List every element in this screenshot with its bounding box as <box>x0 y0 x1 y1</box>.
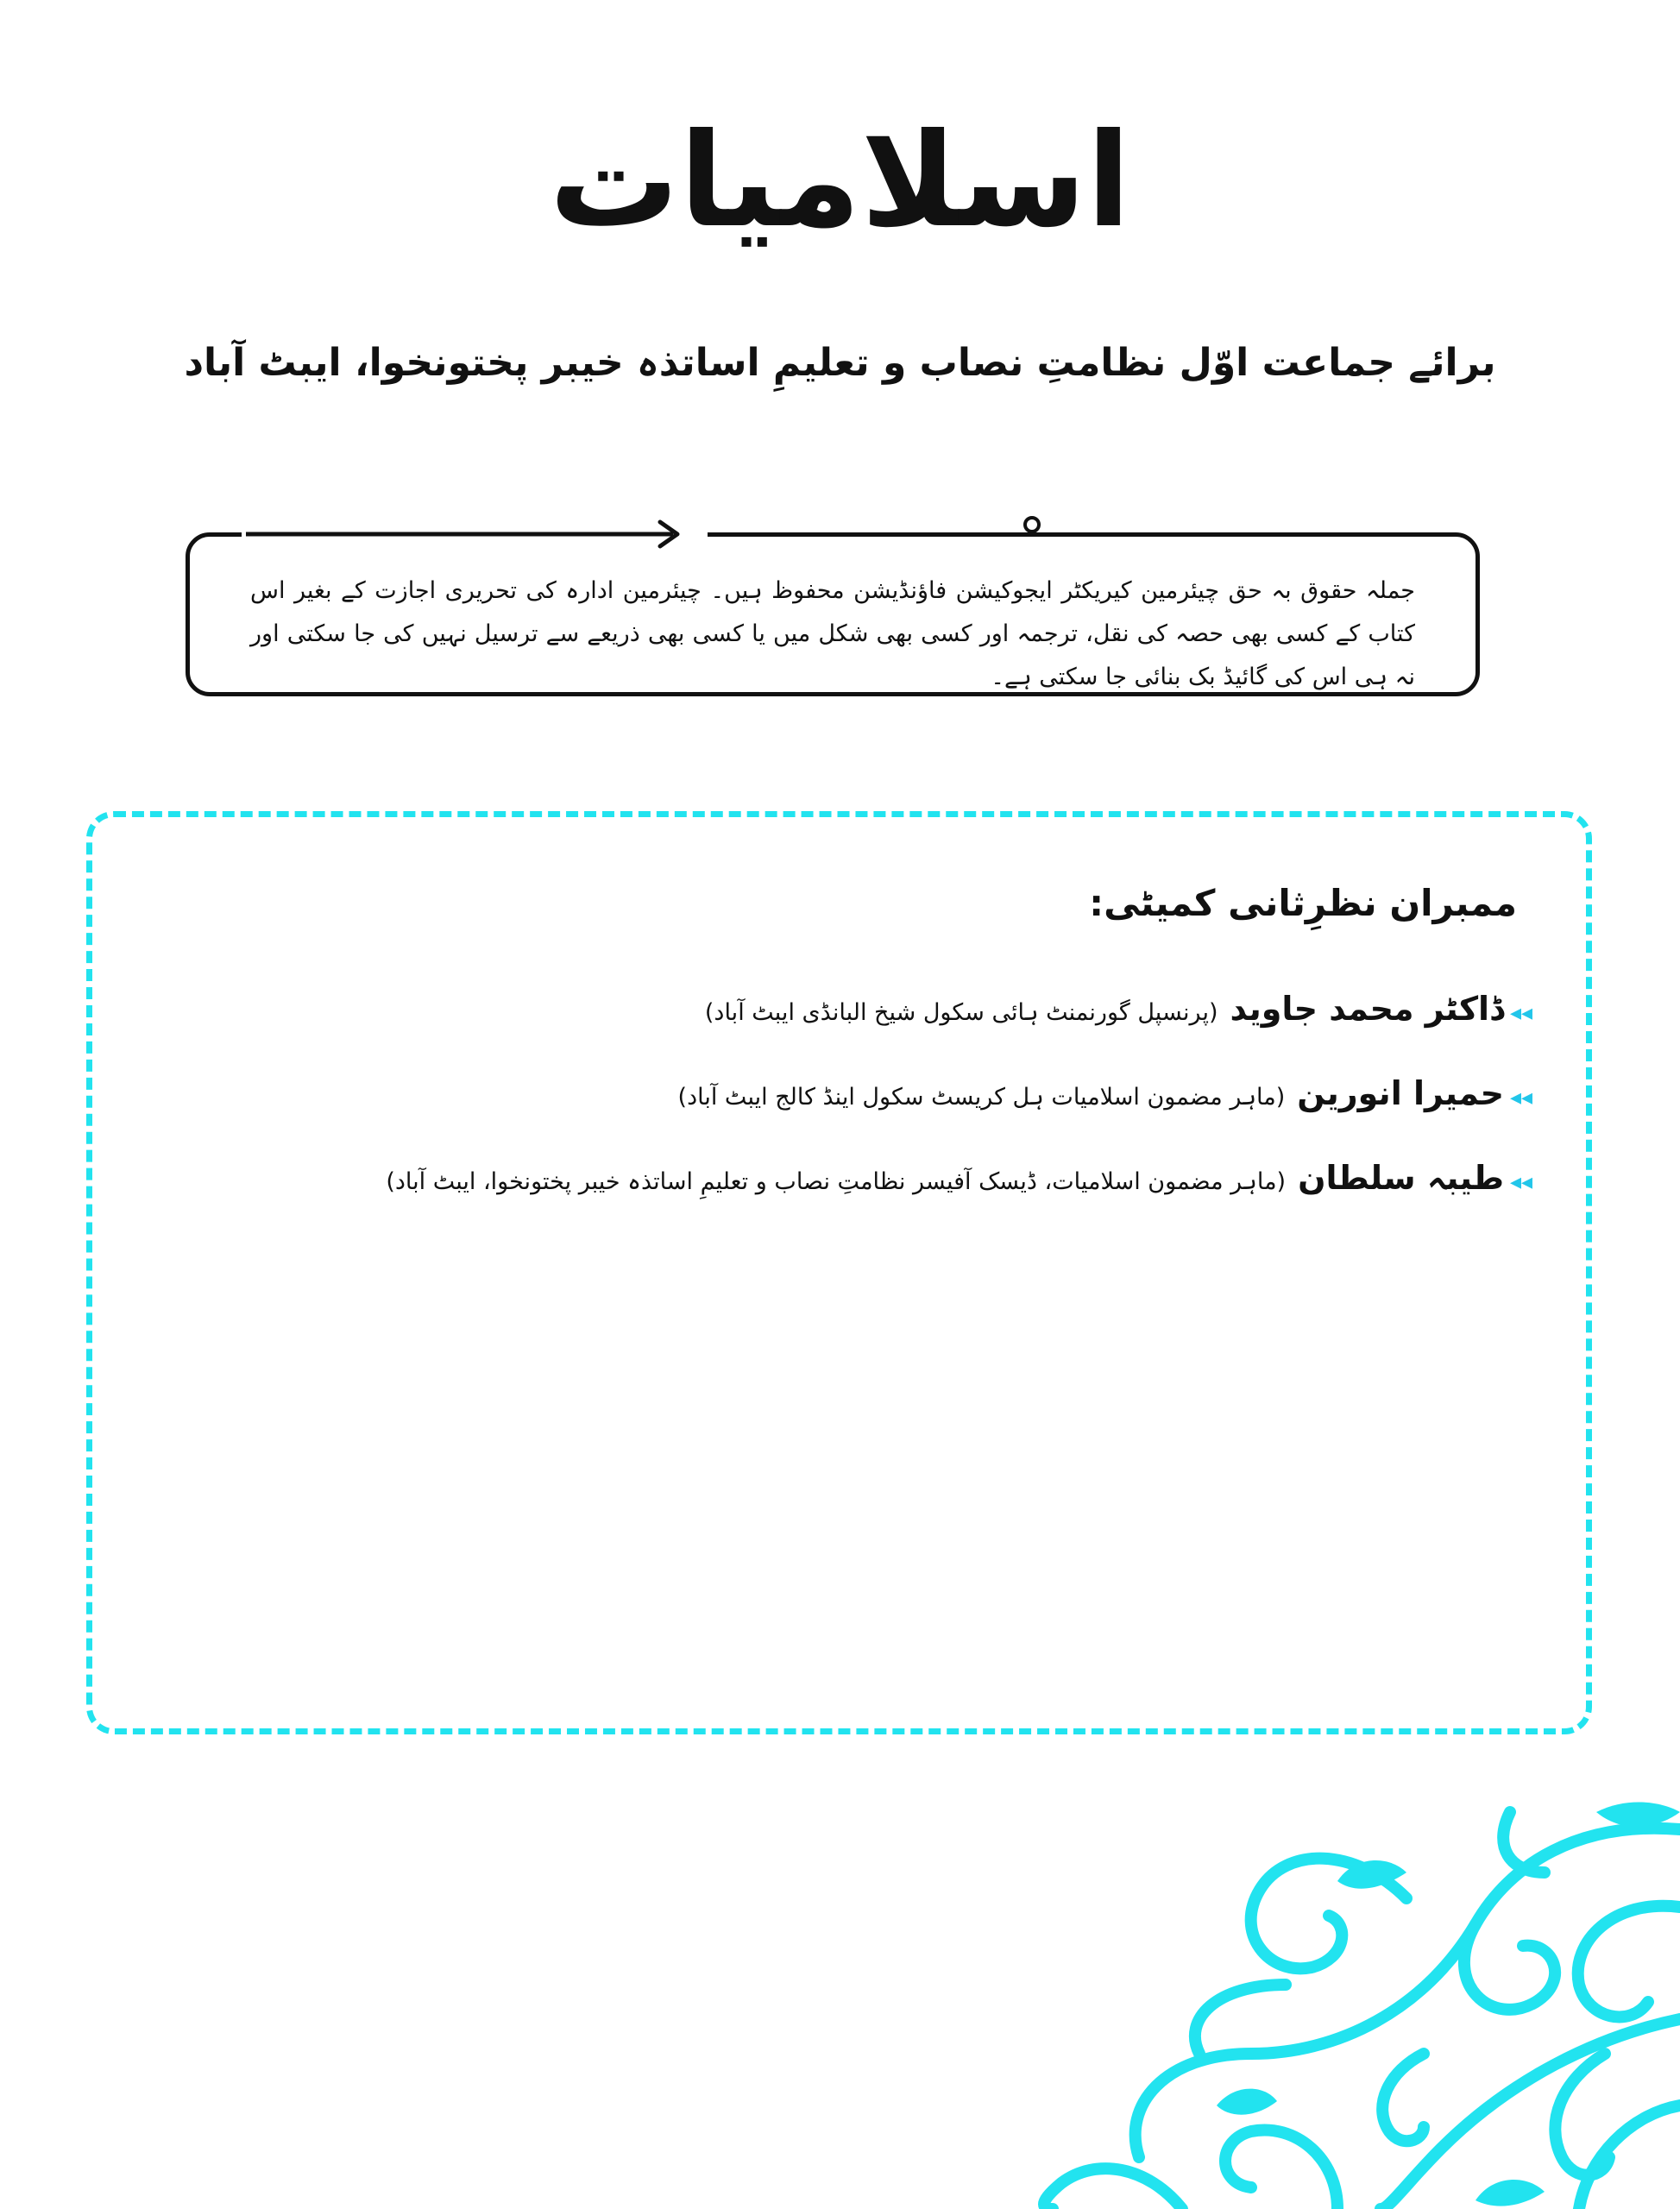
committee-heading: ممبران نظرِثانی کمیٹی: <box>1089 882 1517 924</box>
member-role: (ماہر مضمون اسلامیات، ڈیسک آفیسر نظامتِ نصاب و تعلیمِ اساتذہ خیبر پختونخوا، ایبٹ آباد) <box>386 1168 1287 1195</box>
ring-ornament-icon <box>1025 518 1039 532</box>
member-role: (ماہر مضمون اسلامیات ہل کریسٹ سکول اینڈ کالج ایبٹ آباد) <box>677 1084 1286 1111</box>
member-name: حمیرا انورین <box>1297 1074 1504 1112</box>
member-role: (پرنسپل گورنمنٹ ہائی سکول شیخ البانڈی ایبٹ آباد) <box>704 999 1218 1026</box>
member-name: ڈاکٹر محمد جاوید <box>1230 990 1504 1028</box>
committee-member-list <box>244 990 1538 1243</box>
review-committee-box <box>86 811 1592 1734</box>
double-chevron-icon: ◂◂ <box>1509 1085 1533 1111</box>
list-item <box>244 1074 1538 1112</box>
double-chevron-icon: ◂◂ <box>1509 1000 1533 1026</box>
page-subtitle: برائے جماعت اوّل نظامتِ نصاب و تعلیمِ اساتذہ خیبر پختونخوا، ایبٹ آباد <box>184 341 1496 385</box>
double-chevron-icon: ◂◂ <box>1509 1169 1533 1195</box>
member-name: طیبہ سلطان <box>1298 1159 1504 1197</box>
page-title: اسلامیات <box>549 106 1131 256</box>
copyright-text: جملہ حقوق بہ حق چیئرمین کیریکٹر ایجوکیشن فاؤنڈیشن محفوظ ہیں۔ چیئرمین ادارہ کی تحریری اجازت کے بغیر اس کتاب کے کسی بھی حصہ کی نقل، ترجمہ اور کسی بھی شکل میں یا کسی بھی ذریعے سے ترسیل نہیں کی جا سکتی اور نہ ہی اس کی گائیڈ بک بنائی جا سکتی ہے۔ <box>250 577 1415 690</box>
copyright-notice-box <box>186 532 1480 696</box>
list-item <box>244 1159 1538 1197</box>
list-item <box>244 990 1538 1028</box>
floral-ornament-icon <box>733 1795 1680 2209</box>
